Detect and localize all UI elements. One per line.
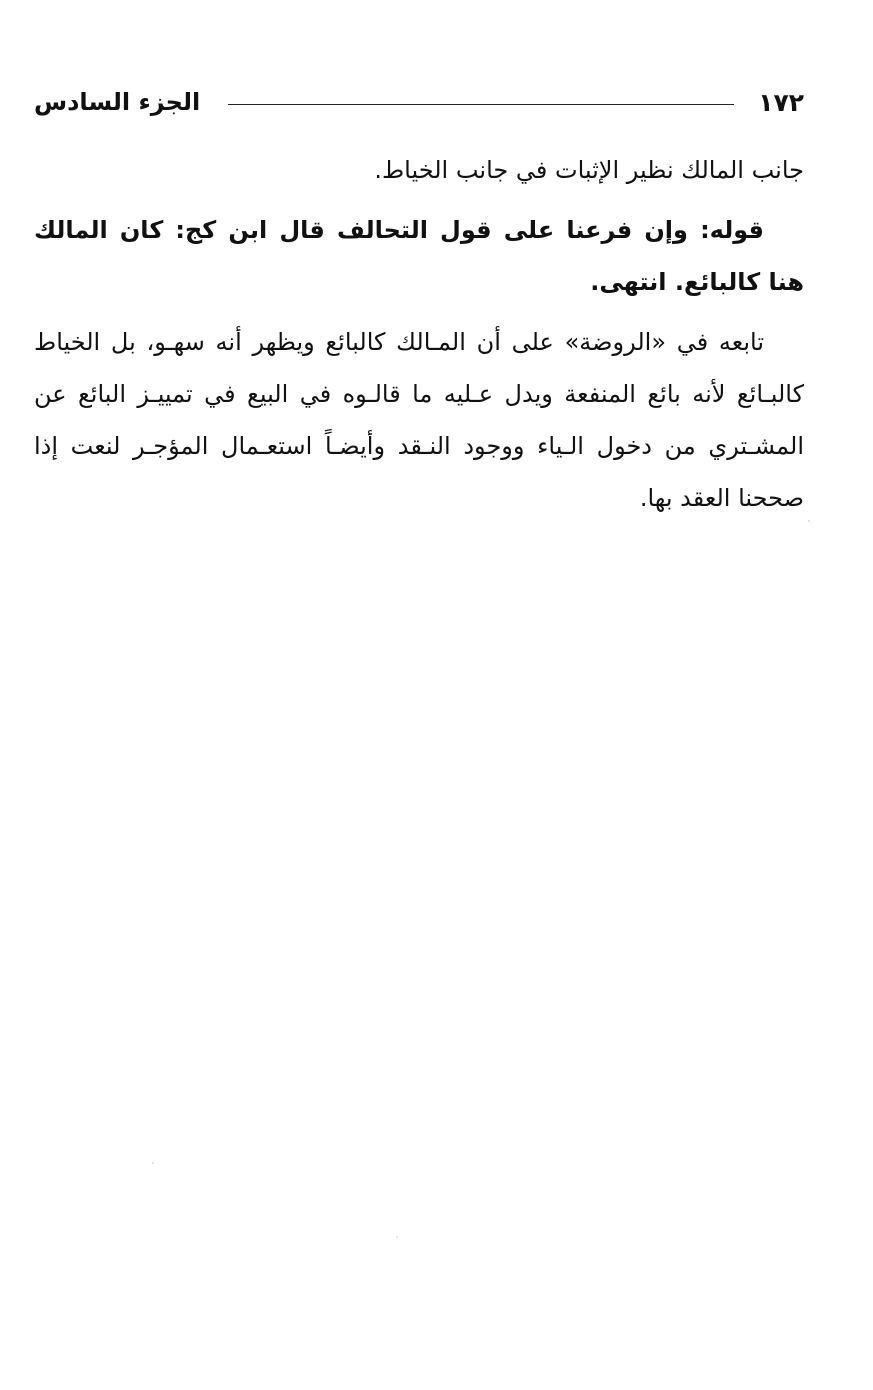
volume-title: الجزء السادس — [34, 88, 201, 116]
page-number: ١٧٢ — [758, 87, 804, 117]
page-body — [34, 144, 804, 524]
scan-speck — [152, 1162, 154, 1164]
running-header — [34, 82, 804, 122]
paragraph-continuation: جانب المالك نظير الإثبات في جانب الخياط. — [374, 156, 804, 184]
header-rule — [228, 104, 734, 105]
commentary-paragraph: تابعه في «الروضة» على أن المـالك كالبائع ويظهر أنه سهـو، بل الخياط كالبـائع لأنه بائع المنفعة ويدل عـليه ما قالـوه في البيع في تمييـز البائع عن المشـتري من دخول الـياء ووجود النـقد وأيضـاً استعـمال المؤجـر لنعت إذا صححنا العقد بها. — [34, 328, 804, 512]
quoted-statement-paragraph: قوله: وإن فرعنا على قول التحالف قال ابن كج: كان المالك هنا كالبائع. انتهى. — [34, 216, 804, 296]
scan-speck — [808, 520, 810, 522]
scan-speck — [396, 1236, 398, 1238]
